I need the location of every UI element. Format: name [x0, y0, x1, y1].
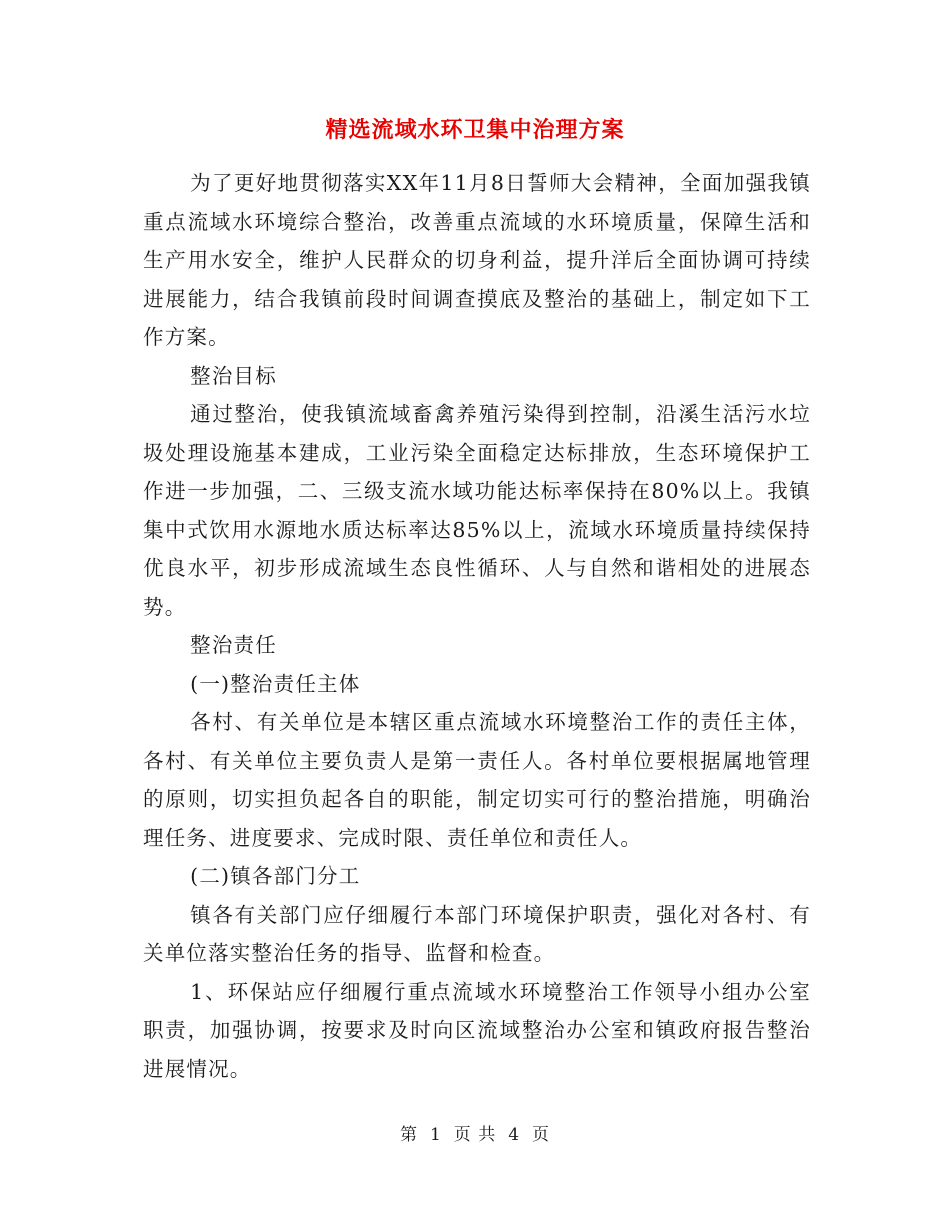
subheading-responsible-subject: (一)整治责任主体 — [190, 671, 361, 696]
page-footer — [0, 1123, 950, 1147]
subheading-department-division: (二)镇各部门分工 — [190, 864, 361, 888]
paragraph-responsible-subject: 各村、有关单位是本辖区重点流域水环境整治工作的责任主体，各村、有关单位主要负责人是第一责任人。各村单位要根据属地管理的原则，切实担负起各自的职能，制定切实可行的整治措施，明确治理任务、进度要求、完成时限、责任单位和责任人。 — [143, 710, 811, 850]
paragraph-department-division: 镇各有关部门应仔细履行本部门环境保护职责，强化对各村、有关单位落实整治任务的指导、监督和检查。 — [143, 902, 811, 965]
document-title: 精选流域水环卫集中治理方案 — [325, 117, 625, 143]
footer-current-page: 1 — [429, 1125, 442, 1145]
footer-middle: 页 共 — [453, 1125, 497, 1145]
footer-suffix: 页 — [532, 1125, 551, 1145]
heading-goals: 整治目标 — [190, 363, 277, 388]
paragraph-goals: 通过整治，使我镇流域畜禽养殖污染得到控制，沿溪生活污水垃圾处理设施基本建成，工业污染全面稳定达标排放，生态环境保护工作进一步加强，二、三级支流水域功能达标率保持在80%以上。我镇集中式饮用水源地水质达标率达85%以上，流域水环境质量持续保持优良水平，初步形成流域生态良性循环、人与自然和谐相处的进展态势。 — [143, 402, 811, 619]
paragraph-environment-station: 1、环保站应仔细履行重点流域水环境整治工作领导小组办公室职责，加强协调，按要求及时向区流域整治办公室和镇政府报告整治进展情况。 — [143, 979, 811, 1081]
footer-total-pages: 4 — [508, 1125, 521, 1145]
document-body — [143, 164, 811, 1088]
footer-prefix: 第 — [399, 1125, 418, 1145]
paragraph-intro: 为了更好地贯彻落实XX年11月8日誓师大会精神，全面加强我镇重点流域水环境综合整治，改善重点流域的水环境质量，保障生活和生产用水安全，维护人民群众的切身利益，提升洋后全面协调可持续进展能力，结合我镇前段时间调查摸底及整治的基础上，制定如下工作方案。 — [143, 171, 811, 349]
heading-responsibility: 整治责任 — [190, 633, 277, 657]
